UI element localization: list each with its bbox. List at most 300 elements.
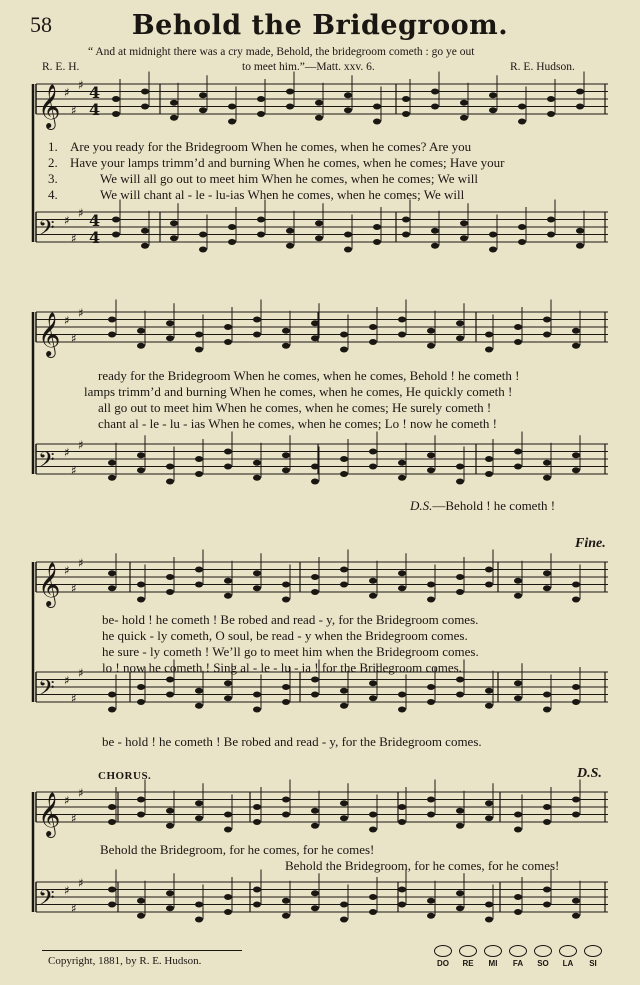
- sharp-icon: ♯: [78, 78, 84, 92]
- sharp-icon: ♯: [71, 581, 77, 596]
- note-head: [282, 684, 290, 690]
- note-head: [137, 797, 145, 803]
- note-head: [340, 332, 348, 338]
- note-head: [195, 456, 203, 462]
- note-head: [199, 107, 207, 113]
- note-head: [398, 317, 406, 323]
- solfa-do: [432, 945, 454, 968]
- note-head: [344, 247, 352, 253]
- note-head: [108, 585, 116, 591]
- shape-note-icon: [559, 945, 577, 957]
- note-head: [228, 104, 236, 110]
- note-head: [460, 220, 468, 226]
- note-head: [373, 224, 381, 230]
- note-head: [369, 827, 377, 833]
- note-head: [224, 464, 232, 470]
- note-head: [286, 89, 294, 95]
- note-head: [199, 92, 207, 98]
- note-head: [373, 104, 381, 110]
- note-head: [282, 597, 290, 603]
- ds-marker: D.S.: [410, 498, 433, 513]
- note-head: [576, 228, 584, 234]
- note-head: [456, 574, 464, 580]
- note-head: [456, 335, 464, 341]
- page-number: 58: [30, 12, 52, 37]
- note-head: [253, 692, 261, 698]
- note-head: [282, 913, 290, 919]
- solfa-label: DO: [437, 959, 449, 968]
- note-head: [514, 593, 522, 599]
- note-head: [398, 475, 406, 481]
- note-head: [311, 692, 319, 698]
- note-head: [543, 707, 551, 713]
- note-head: [489, 92, 497, 98]
- time-signature-top: 4: [89, 83, 101, 102]
- composer-credit: R. E. Hudson.: [510, 61, 575, 73]
- note-head: [253, 585, 261, 591]
- ds-return-phrase: [410, 498, 555, 514]
- note-head: [398, 460, 406, 466]
- solfa-mi: [482, 945, 504, 968]
- note-head: [108, 707, 116, 713]
- solfa-si: [582, 945, 604, 968]
- sharp-icon: ♯: [71, 811, 77, 826]
- note-head: [315, 100, 323, 106]
- sharp-icon: ♯: [78, 876, 84, 890]
- note-head: [485, 703, 493, 709]
- note-head: [311, 677, 319, 683]
- note-head: [224, 827, 232, 833]
- time-signature-bottom: 4: [89, 100, 101, 119]
- note-head: [572, 699, 580, 705]
- treble-clef-icon: 𝄞: [38, 792, 61, 836]
- note-head: [224, 812, 232, 818]
- note-head: [398, 902, 406, 908]
- note-head: [456, 890, 464, 896]
- note-head: [344, 92, 352, 98]
- note-head: [282, 343, 290, 349]
- solfa-re: [457, 945, 479, 968]
- note-head: [195, 917, 203, 923]
- note-head: [253, 707, 261, 713]
- note-head: [253, 902, 261, 908]
- note-head: [460, 235, 468, 241]
- note-head: [398, 585, 406, 591]
- sharp-icon: ♯: [71, 691, 77, 706]
- note-head: [489, 232, 497, 238]
- sharp-icon: ♯: [78, 306, 84, 320]
- note-head: [282, 812, 290, 818]
- note-head: [137, 467, 145, 473]
- note-head: [112, 232, 120, 238]
- note-head: [166, 905, 174, 911]
- note-head: [514, 449, 522, 455]
- note-head: [427, 582, 435, 588]
- note-head: [108, 819, 116, 825]
- note-head: [456, 808, 464, 814]
- note-head: [427, 328, 435, 334]
- note-head: [108, 804, 116, 810]
- note-head: [543, 819, 551, 825]
- note-head: [108, 332, 116, 338]
- hymn-title: Behold the Bridegroom.: [131, 10, 509, 41]
- note-head: [340, 800, 348, 806]
- note-head: [518, 104, 526, 110]
- note-head: [485, 902, 493, 908]
- note-head: [282, 699, 290, 705]
- note-head: [485, 471, 493, 477]
- note-head: [137, 684, 145, 690]
- note-head: [369, 593, 377, 599]
- system3-verse-2: he quick - ly cometh, O soul, be read - y when the Bridegroom comes.: [102, 628, 468, 643]
- treble-clef-icon: 𝄞: [38, 562, 61, 606]
- time-signature-bottom: 4: [89, 228, 101, 247]
- note-head: [257, 232, 265, 238]
- shape-note-icon: [534, 945, 552, 957]
- sharp-icon: ♯: [71, 901, 77, 916]
- note-head: [170, 235, 178, 241]
- system1-verse-4: We will chant al - le - lu-ias When he comes, when he comes; We will: [100, 187, 465, 202]
- note-head: [369, 324, 377, 330]
- note-head: [166, 692, 174, 698]
- note-head: [514, 324, 522, 330]
- sharp-icon: ♯: [64, 85, 70, 100]
- note-head: [456, 589, 464, 595]
- note-head: [286, 104, 294, 110]
- chorus-treble-text: Behold the Bridegroom, for he comes, for he comes!: [100, 842, 375, 857]
- note-head: [170, 100, 178, 106]
- note-head: [141, 228, 149, 234]
- note-head: [402, 232, 410, 238]
- note-head: [572, 452, 580, 458]
- bass-clef-icon: 𝄢: [38, 886, 55, 916]
- note-head: [253, 819, 261, 825]
- note-head: [340, 471, 348, 477]
- note-head: [195, 471, 203, 477]
- note-head: [137, 699, 145, 705]
- note-head: [514, 909, 522, 915]
- note-head: [108, 475, 116, 481]
- note-head: [369, 695, 377, 701]
- system1-verse-1: Are you ready for the Bridegroom When he comes, when he comes? Are you: [70, 139, 472, 154]
- note-head: [311, 464, 319, 470]
- sharp-icon: ♯: [64, 563, 70, 578]
- footer-rule: [42, 950, 242, 951]
- bass-clef-icon: 𝄢: [38, 216, 55, 246]
- solfa-so: [532, 945, 554, 968]
- note-head: [112, 111, 120, 117]
- note-head: [543, 887, 551, 893]
- note-head: [141, 89, 149, 95]
- note-head: [340, 456, 348, 462]
- note-head: [431, 228, 439, 234]
- system3-bass-text: be - hold ! he cometh ! Be robed and read - y, for the Bridegroom comes.: [102, 734, 482, 749]
- note-head: [398, 819, 406, 825]
- note-head: [427, 812, 435, 818]
- epigraph-line-1: “ And at midnight there was a cry made, Behold, the bridegroom cometh : go ye out: [88, 46, 475, 58]
- note-head: [282, 328, 290, 334]
- system1-verse-2: Have your lamps trimm’d and burning When he comes, when he comes; Have your: [70, 155, 505, 170]
- system2-verse-4: chant al - le - lu - ias When he comes, when he comes; Lo ! now he cometh !: [98, 416, 498, 431]
- note-head: [460, 115, 468, 121]
- system2-verse-3: all go out to meet him When he comes, when he comes; He surely cometh !: [98, 400, 492, 415]
- note-head: [253, 332, 261, 338]
- note-head: [369, 464, 377, 470]
- note-head: [518, 119, 526, 125]
- note-head: [137, 913, 145, 919]
- sharp-icon: ♯: [78, 206, 84, 220]
- note-head: [166, 464, 174, 470]
- note-head: [166, 320, 174, 326]
- note-head: [282, 797, 290, 803]
- note-head: [170, 220, 178, 226]
- note-head: [137, 898, 145, 904]
- note-head: [224, 909, 232, 915]
- system1-verse-3: We will all go out to meet him When he comes, when he comes; We will: [100, 171, 478, 186]
- note-head: [311, 589, 319, 595]
- verse-number: 3.: [48, 171, 58, 186]
- note-head: [311, 320, 319, 326]
- note-head: [166, 677, 174, 683]
- note-head: [195, 567, 203, 573]
- sharp-icon: ♯: [64, 313, 70, 328]
- note-head: [576, 89, 584, 95]
- note-head: [369, 578, 377, 584]
- sharp-icon: ♯: [64, 213, 70, 228]
- copyright-notice: Copyright, 1881, by R. E. Hudson.: [48, 955, 202, 967]
- treble-clef-icon: 𝄞: [38, 312, 61, 356]
- note-head: [456, 677, 464, 683]
- note-head: [373, 119, 381, 125]
- note-head: [108, 570, 116, 576]
- note-head: [489, 247, 497, 253]
- bass-clef-icon: 𝄢: [38, 448, 55, 478]
- note-head: [253, 475, 261, 481]
- sharp-icon: ♯: [78, 666, 84, 680]
- system2-verse-2: lamps trimm’d and burning When he comes, when he comes, He quickly cometh !: [84, 384, 513, 399]
- note-head: [344, 107, 352, 113]
- time-signature-top: 4: [89, 211, 101, 230]
- note-head: [369, 339, 377, 345]
- note-head: [315, 235, 323, 241]
- note-head: [224, 324, 232, 330]
- note-head: [340, 703, 348, 709]
- sharp-icon: ♯: [64, 793, 70, 808]
- note-head: [485, 815, 493, 821]
- note-head: [572, 467, 580, 473]
- note-head: [199, 232, 207, 238]
- note-head: [427, 597, 435, 603]
- note-head: [224, 449, 232, 455]
- note-head: [286, 243, 294, 249]
- note-head: [543, 804, 551, 810]
- solfa-la: [557, 945, 579, 968]
- note-head: [369, 894, 377, 900]
- note-head: [253, 887, 261, 893]
- note-head: [402, 217, 410, 223]
- note-head: [543, 570, 551, 576]
- epigraph-line-2: to meet him.”—Matt. xxv. 6.: [242, 61, 375, 73]
- note-head: [485, 917, 493, 923]
- note-head: [514, 578, 522, 584]
- note-head: [514, 894, 522, 900]
- system3-verse-4: lo ! now he cometh ! Sing al - le - lu - ia ! for the Bridegroom comes.: [102, 660, 462, 675]
- note-head: [514, 812, 522, 818]
- note-head: [311, 808, 319, 814]
- note-head: [166, 808, 174, 814]
- note-head: [547, 96, 555, 102]
- note-head: [166, 574, 174, 580]
- note-head: [141, 104, 149, 110]
- note-head: [340, 347, 348, 353]
- ds-text: —Behold ! he cometh !: [432, 498, 556, 513]
- note-head: [253, 570, 261, 576]
- sharp-icon: ♯: [71, 103, 77, 118]
- note-head: [427, 913, 435, 919]
- note-head: [572, 684, 580, 690]
- solfa-label: FA: [512, 959, 524, 968]
- note-head: [195, 582, 203, 588]
- note-head: [199, 247, 207, 253]
- verse-number: 4.: [48, 187, 58, 202]
- system3-verse-3: he sure - ly cometh ! We’ll go to meet him when the Bridegroom comes.: [102, 644, 479, 659]
- shape-note-icon: [584, 945, 602, 957]
- note-head: [427, 467, 435, 473]
- note-head: [427, 452, 435, 458]
- note-head: [253, 804, 261, 810]
- note-head: [514, 695, 522, 701]
- shape-note-icon: [459, 945, 477, 957]
- note-head: [166, 823, 174, 829]
- note-head: [340, 582, 348, 588]
- note-head: [344, 232, 352, 238]
- note-head: [311, 335, 319, 341]
- note-head: [485, 688, 493, 694]
- note-head: [572, 898, 580, 904]
- note-head: [311, 890, 319, 896]
- note-head: [108, 902, 116, 908]
- note-head: [427, 699, 435, 705]
- note-head: [195, 332, 203, 338]
- note-head: [572, 328, 580, 334]
- note-head: [195, 800, 203, 806]
- note-head: [456, 479, 464, 485]
- note-head: [514, 827, 522, 833]
- note-head: [427, 797, 435, 803]
- note-head: [547, 111, 555, 117]
- note-head: [398, 570, 406, 576]
- note-head: [572, 582, 580, 588]
- sharp-icon: ♯: [64, 673, 70, 688]
- note-head: [170, 115, 178, 121]
- note-head: [431, 104, 439, 110]
- note-head: [576, 243, 584, 249]
- note-head: [166, 335, 174, 341]
- note-head: [431, 89, 439, 95]
- note-head: [228, 119, 236, 125]
- sharp-icon: ♯: [71, 231, 77, 246]
- note-head: [340, 567, 348, 573]
- fine-marker: Fine.: [575, 536, 606, 551]
- system2-verse-1: ready for the Bridegroom When he comes, when he comes, Behold ! he cometh !: [98, 368, 520, 383]
- note-head: [398, 692, 406, 698]
- note-head: [489, 107, 497, 113]
- note-head: [456, 692, 464, 698]
- note-head: [311, 905, 319, 911]
- note-head: [427, 343, 435, 349]
- chorus-label: CHORUS.: [98, 770, 152, 782]
- note-head: [514, 464, 522, 470]
- note-head: [398, 804, 406, 810]
- note-head: [460, 100, 468, 106]
- note-head: [572, 812, 580, 818]
- note-head: [137, 343, 145, 349]
- verse-number: 2.: [48, 155, 58, 170]
- note-head: [485, 456, 493, 462]
- solfa-label: LA: [562, 959, 574, 968]
- sharp-icon: ♯: [78, 438, 84, 452]
- solfa-fa: [507, 945, 529, 968]
- note-head: [456, 823, 464, 829]
- note-head: [282, 467, 290, 473]
- note-head: [572, 597, 580, 603]
- note-head: [195, 703, 203, 709]
- note-head: [141, 243, 149, 249]
- solfa-label: MI: [488, 959, 498, 968]
- note-head: [224, 894, 232, 900]
- note-head: [228, 239, 236, 245]
- note-head: [166, 890, 174, 896]
- note-head: [543, 585, 551, 591]
- solfa-label: RE: [462, 959, 474, 968]
- bass-clef-icon: 𝄢: [38, 676, 55, 706]
- shape-note-icon: [434, 945, 452, 957]
- note-head: [253, 317, 261, 323]
- note-head: [398, 332, 406, 338]
- note-head: [518, 224, 526, 230]
- solfa-label: SO: [537, 959, 549, 968]
- note-head: [369, 909, 377, 915]
- note-head: [543, 317, 551, 323]
- note-head: [282, 898, 290, 904]
- note-head: [547, 232, 555, 238]
- system3-verse-1: be- hold ! he cometh ! Be robed and read - y, for the Bridegroom comes.: [102, 612, 479, 627]
- note-head: [369, 680, 377, 686]
- note-head: [195, 902, 203, 908]
- note-head: [311, 479, 319, 485]
- note-head: [369, 812, 377, 818]
- note-head: [112, 96, 120, 102]
- note-head: [257, 111, 265, 117]
- note-head: [137, 582, 145, 588]
- note-head: [311, 574, 319, 580]
- note-head: [547, 217, 555, 223]
- note-head: [315, 115, 323, 121]
- note-head: [108, 317, 116, 323]
- sharp-icon: ♯: [78, 786, 84, 800]
- sharp-icon: ♯: [78, 556, 84, 570]
- note-head: [340, 688, 348, 694]
- note-head: [257, 217, 265, 223]
- note-head: [282, 582, 290, 588]
- note-head: [340, 917, 348, 923]
- sharp-icon: ♯: [64, 883, 70, 898]
- note-head: [543, 460, 551, 466]
- note-head: [108, 887, 116, 893]
- note-head: [253, 460, 261, 466]
- note-head: [485, 332, 493, 338]
- note-head: [137, 597, 145, 603]
